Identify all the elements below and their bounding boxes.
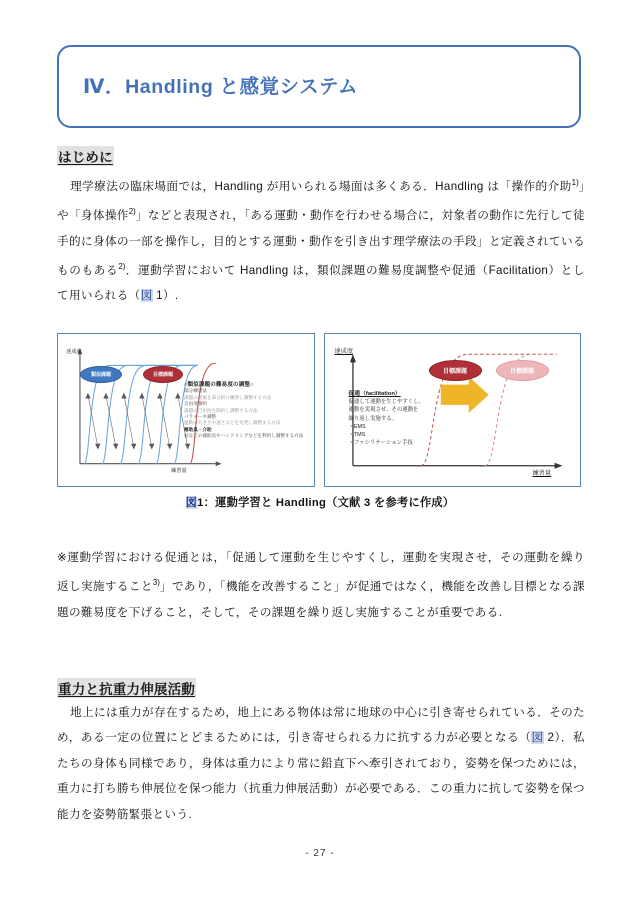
chapter-title-box — [57, 45, 581, 128]
figure-1-left-panel — [57, 333, 315, 487]
section-heading-gravity: 重力と抗重力伸展活動 — [57, 678, 196, 698]
facilitation-bullet-2: ・ファシリテーション手技 — [348, 440, 413, 447]
target-task-ellipse-left: 目標課題 — [143, 366, 183, 383]
difficulty-item-term-3: 補助具・介助 — [184, 426, 212, 432]
figure-1-caption — [0, 494, 640, 510]
similar-task-ellipse: 類似課題 — [80, 366, 122, 383]
target-task-ellipse-near: 目標課題 — [429, 360, 482, 381]
paragraph-introduction: 理学療法の臨床場面では，Handling が用いられる場面は多くある．Handling は「操作的介助$^{1)}$」や「身体操作$^{2)}$」などと表現され，「ある運動・動作を行わせる場合に，対象者の動作に先行して徒手的に身体の一部を操作し，目的とする運動・動作を引き出す理学療法の手段」と定義されているものもある$^{2)}$．運動学習において Handling は，類似課題の難易度調整や促通（Facilitation）として用いられる（図 1）. — [57, 178, 585, 303]
difficulty-item-term-0: 部分練習法 — [184, 388, 207, 394]
difficulty-item-term-1: 自由度制約 — [184, 401, 207, 407]
difficulty-item-desc-3: 杖などの補助具やハンドリングなどを利用し調整する方法 — [184, 433, 304, 439]
right-chart-x-axis-label: 練習量 — [532, 470, 552, 477]
facilitation-bullet-1: ・TMS — [348, 432, 366, 439]
facilitation-line-1: 運動を実現させ、その運動を — [348, 407, 419, 414]
facilitation-textblock — [349, 390, 424, 447]
right-chart-y-axis-label: 達成度 — [334, 348, 354, 355]
difficulty-item-desc-1: 課題の自由度を制約し調整する方法 — [184, 407, 258, 413]
difficulty-adjustment-title: ○類似課題の難易度の調整○ — [184, 382, 254, 388]
facilitation-title: 促通（facilitation） — [348, 391, 401, 397]
target-task-ellipse-far: 目標課題 — [496, 360, 549, 381]
difficulty-adjustment-textblock — [184, 382, 303, 440]
facilitation-bullet-0: ・EMS — [348, 423, 366, 430]
figure-1-right-panel — [324, 333, 582, 487]
figure-caption-rest: 1：運動学習と Handling（文献 3 を参考に作成） — [197, 497, 455, 509]
facilitation-line-0: 促通して運動を生じやすくし、 — [348, 399, 424, 406]
paragraph-note: ※運動学習における促通とは，「促通して運動を生じやすくし，運動を実現させ，その運動を繰り返し実施すること$^{3)}$」であり，「機能を改善すること」が促通ではなく，機能を改善し目標となる課題の難易度を下げること，そして，その課題を繰り返し実施することが重要である. — [57, 551, 585, 619]
left-chart-y-axis-label: 達成度 — [66, 349, 82, 355]
figure-1 — [57, 333, 581, 487]
page-title: Ⅳ．Handling と感覚システム — [83, 76, 359, 98]
difficulty-item-desc-2: 運動の大きさや速さなどを変更し調整する方法 — [184, 420, 281, 426]
section-heading-introduction: はじめに — [57, 146, 114, 166]
figure-caption-prefix: 図 — [185, 497, 198, 509]
paragraph-gravity: 地上には重力が存在するため，地上にある物体は常に地球の中心に引き寄せられている．そのため，ある一定の位置にとどまるためには，引き寄せられる力に抗する力が必要となる（図 2）．私たちの身体も同様であり，身体は重力により常に鉛直下へ牽引されており，姿勢を保つためには，重力に打ち勝ち伸展位を保つ能力（抗重力伸展活動）が必要である．この重力に抗して姿勢を保つ能力を姿勢筋緊張という. — [57, 706, 585, 821]
page-number: - 27 - — [305, 848, 335, 859]
difficulty-item-desc-0: 課題の要素を部分的に練習し調整する方法 — [184, 394, 272, 400]
left-chart-x-axis-label: 練習量 — [171, 468, 187, 474]
facilitation-line-2: 繰り返し実施する。 — [348, 415, 398, 422]
difficulty-item-term-2: パラメータ調整 — [184, 414, 217, 420]
